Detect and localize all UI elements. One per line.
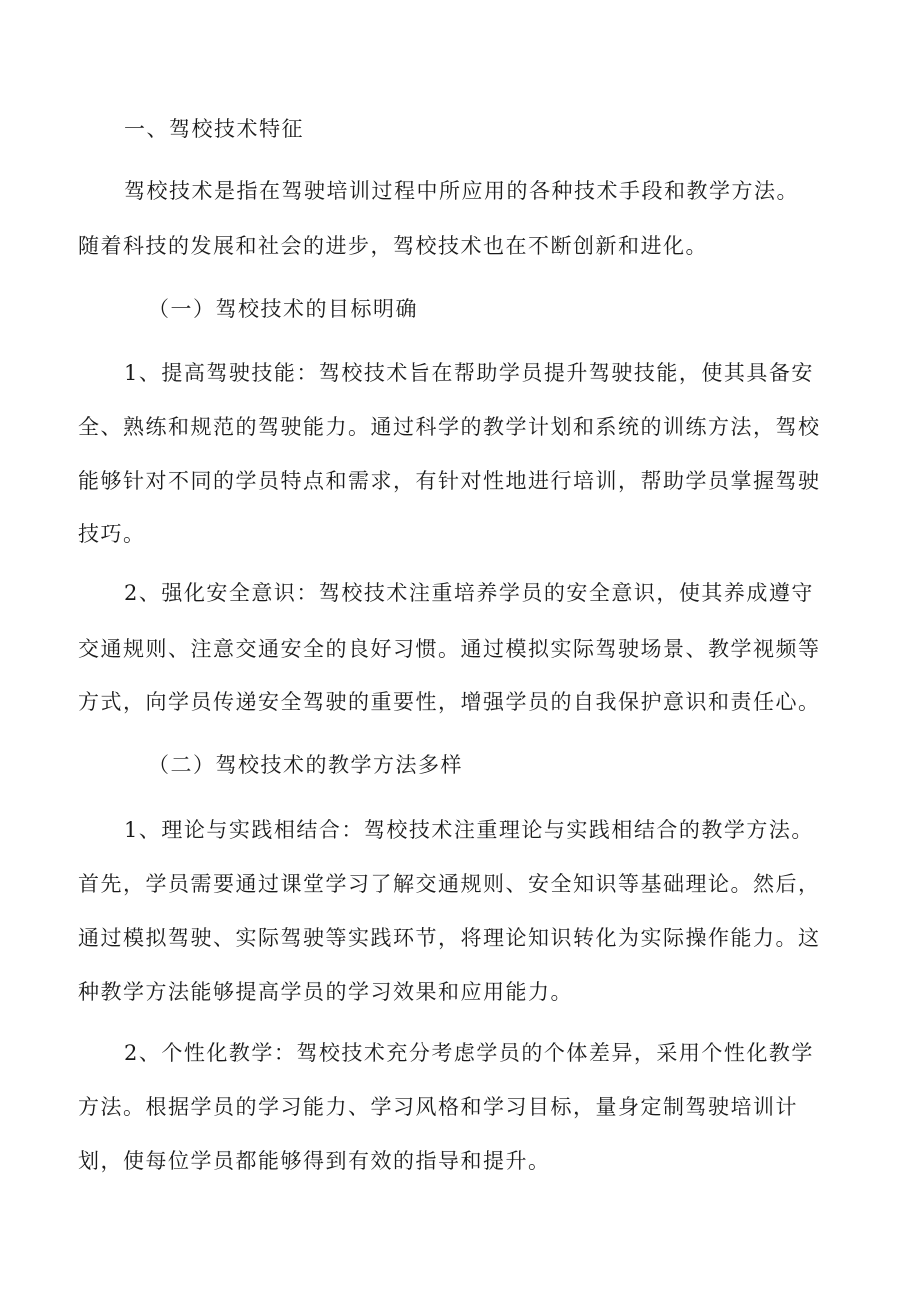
- paragraph-line: 划，使每位学员都能够得到有效的指导和提升。: [78, 1149, 551, 1173]
- paragraph-line: 驾校技术是指在驾驶培训过程中所应用的各种技术手段和教学方法。: [124, 179, 799, 203]
- paragraph-line: 2、强化安全意识：驾校技术注重培养学员的安全意识，使其养成遵守: [124, 581, 814, 605]
- subsection-heading: （二）驾校技术的教学方法多样: [148, 753, 463, 777]
- paragraph-line: 种教学方法能够提高学员的学习效果和应用能力。: [78, 980, 573, 1004]
- paragraph-line: 通过模拟驾驶、实际驾驶等实践环节，将理论知识转化为实际操作能力。这: [78, 926, 821, 950]
- paragraph-line: 技巧。: [78, 522, 146, 546]
- paragraph-line: 随着科技的发展和社会的进步，驾校技术也在不断创新和进化。: [78, 234, 708, 258]
- paragraph-line: 首先，学员需要通过课堂学习了解交通规则、安全知识等基础理论。然后，: [78, 872, 821, 896]
- paragraph-line: 1、理论与实践相结合：驾校技术注重理论与实践相结合的教学方法。: [124, 818, 814, 842]
- paragraph-line: 1、提高驾驶技能：驾校技术旨在帮助学员提升驾驶技能，使其具备安: [124, 361, 814, 385]
- section-heading: 一、驾校技术特征: [124, 117, 304, 141]
- paragraph-line: 能够针对不同的学员特点和需求，有针对性地进行培训，帮助学员掌握驾驶: [78, 469, 821, 493]
- paragraph-line: 2、个性化教学：驾校技术充分考虑学员的个体差异，采用个性化教学: [124, 1041, 814, 1065]
- paragraph-line: 方法。根据学员的学习能力、学习风格和学习目标，量身定制驾驶培训计: [78, 1095, 798, 1119]
- paragraph-line: 交通规则、注意交通安全的良好习惯。通过模拟实际驾驶场景、教学视频等: [78, 637, 821, 661]
- paragraph-line: 方式，向学员传递安全驾驶的重要性，增强学员的自我保护意识和责任心。: [78, 690, 821, 714]
- subsection-heading: （一）驾校技术的目标明确: [148, 297, 418, 321]
- paragraph-line: 全、熟练和规范的驾驶能力。通过科学的教学计划和系统的训练方法，驾校: [78, 415, 821, 439]
